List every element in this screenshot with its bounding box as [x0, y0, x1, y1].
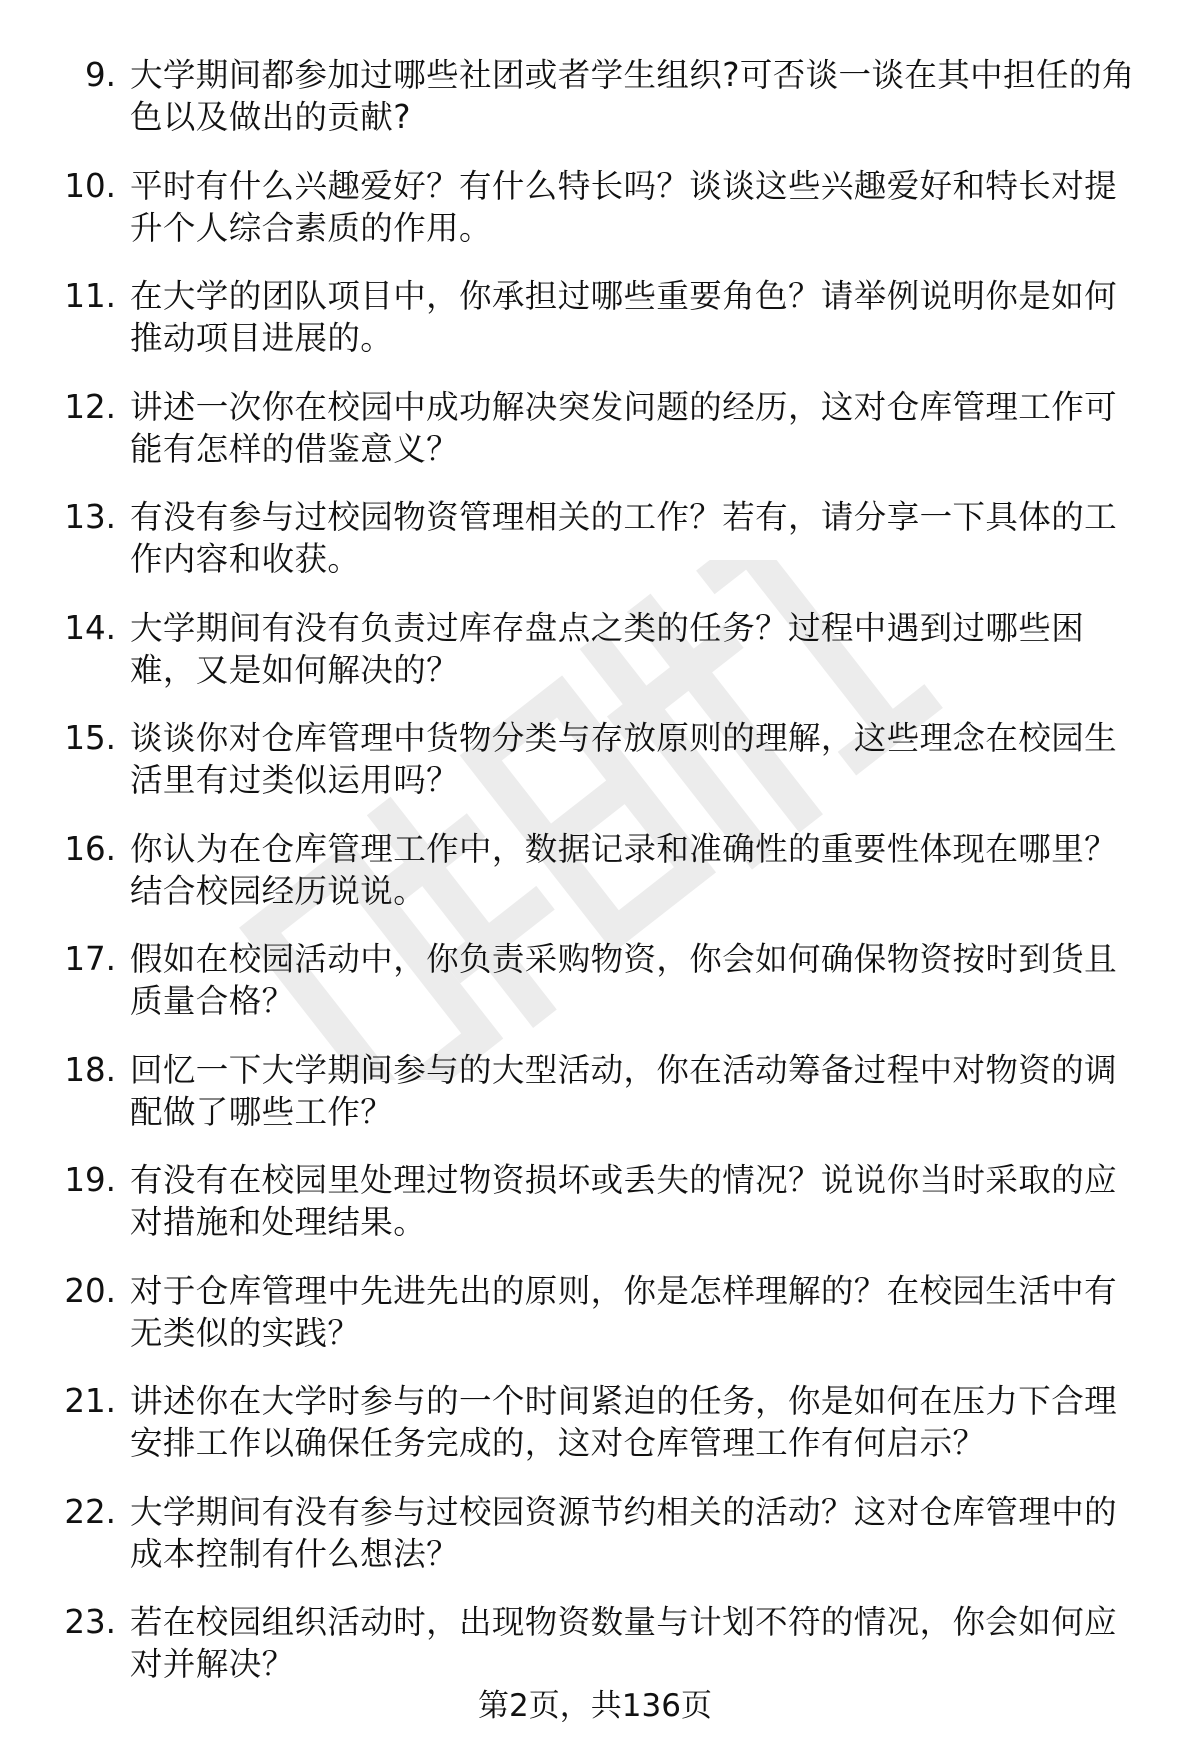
list-item: [58, 54, 1148, 138]
question-number: 21.: [64, 1382, 116, 1420]
question-text: 对于仓库管理中先进先出的原则，你是怎样理解的？在校园生活中有无类似的实践？: [130, 1271, 1118, 1352]
list-item: [58, 1601, 1148, 1685]
question-list: [58, 54, 1148, 1712]
question-text: 平时有什么兴趣爱好？有什么特长吗？谈谈这些兴趣爱好和特长对提升个人综合素质的作用。: [130, 166, 1118, 247]
list-item: [58, 1159, 1148, 1243]
question-number: 11.: [64, 277, 116, 315]
list-item: [58, 1491, 1148, 1575]
question-text: 谈谈你对仓库管理中货物分类与存放原则的理解，这些理念在校园生活里有过类似运用吗？: [130, 719, 1118, 799]
question-number: 14.: [64, 608, 116, 647]
list-item: [58, 1270, 1148, 1354]
list-item: [58, 1049, 1148, 1133]
question-text: 你认为在仓库管理工作中，数据记录和准确性的重要性体现在哪里？结合校园经历说说。: [130, 829, 1118, 910]
question-text: 回忆一下大学期间参与的大型活动，你在活动筹备过程中对物资的调配做了哪些工作？: [130, 1050, 1118, 1131]
list-item: [58, 496, 1148, 580]
question-text: 大学期间有没有负责过库存盘点之类的任务？过程中遇到过哪些困难，又是如何解决的？: [130, 608, 1085, 689]
question-number: 18.: [64, 1050, 116, 1089]
question-number: 20.: [64, 1271, 116, 1310]
question-number: 9.: [84, 56, 116, 94]
question-number: 19.: [64, 1161, 116, 1199]
list-item: [58, 607, 1148, 691]
question-text: 若在校园组织活动时，出现物资数量与计划不符的情况，你会如何应对并解决？: [130, 1603, 1118, 1683]
question-number: 16.: [64, 829, 116, 868]
question-text: 假如在校园活动中，你负责采购物资，你会如何确保物资按时到货且质量合格？: [130, 940, 1118, 1020]
list-item: [58, 1380, 1148, 1464]
question-number: 12.: [64, 387, 116, 426]
question-text: 大学期间都参加过哪些社团或者学生组织?可否谈一谈在其中担任的角色以及做出的贡献?: [130, 56, 1135, 136]
question-number: 15.: [64, 719, 116, 757]
question-number: 10.: [64, 166, 116, 205]
question-text: 有没有在校园里处理过物资损坏或丢失的情况？说说你当时采取的应对措施和处理结果。: [130, 1161, 1118, 1241]
list-item: [58, 938, 1148, 1022]
question-number: 22.: [64, 1492, 116, 1531]
question-text: 讲述一次你在校园中成功解决突发问题的经历，这对仓库管理工作可能有怎样的借鉴意义？: [130, 387, 1118, 468]
question-text: 在大学的团队项目中，你承担过哪些重要角色？请举例说明你是如何推动项目进展的。: [130, 277, 1118, 357]
list-item: [58, 165, 1148, 249]
question-text: 讲述你在大学时参与的一个时间紧迫的任务，你是如何在压力下合理安排工作以确保任务完成的，这对仓库管理工作有何启示？: [130, 1382, 1118, 1462]
question-number: 23.: [64, 1603, 116, 1641]
list-item: [58, 275, 1148, 359]
question-number: 17.: [64, 940, 116, 978]
question-number: 13.: [64, 498, 116, 536]
list-item: [58, 717, 1148, 801]
list-item: [58, 828, 1148, 912]
list-item: [58, 386, 1148, 470]
page-number: 第2页，共136页: [478, 1688, 712, 1724]
question-text: 有没有参与过校园物资管理相关的工作？若有，请分享一下具体的工作内容和收获。: [130, 498, 1118, 578]
question-text: 大学期间有没有参与过校园资源节约相关的活动？这对仓库管理中的成本控制有什么想法？: [130, 1492, 1118, 1573]
